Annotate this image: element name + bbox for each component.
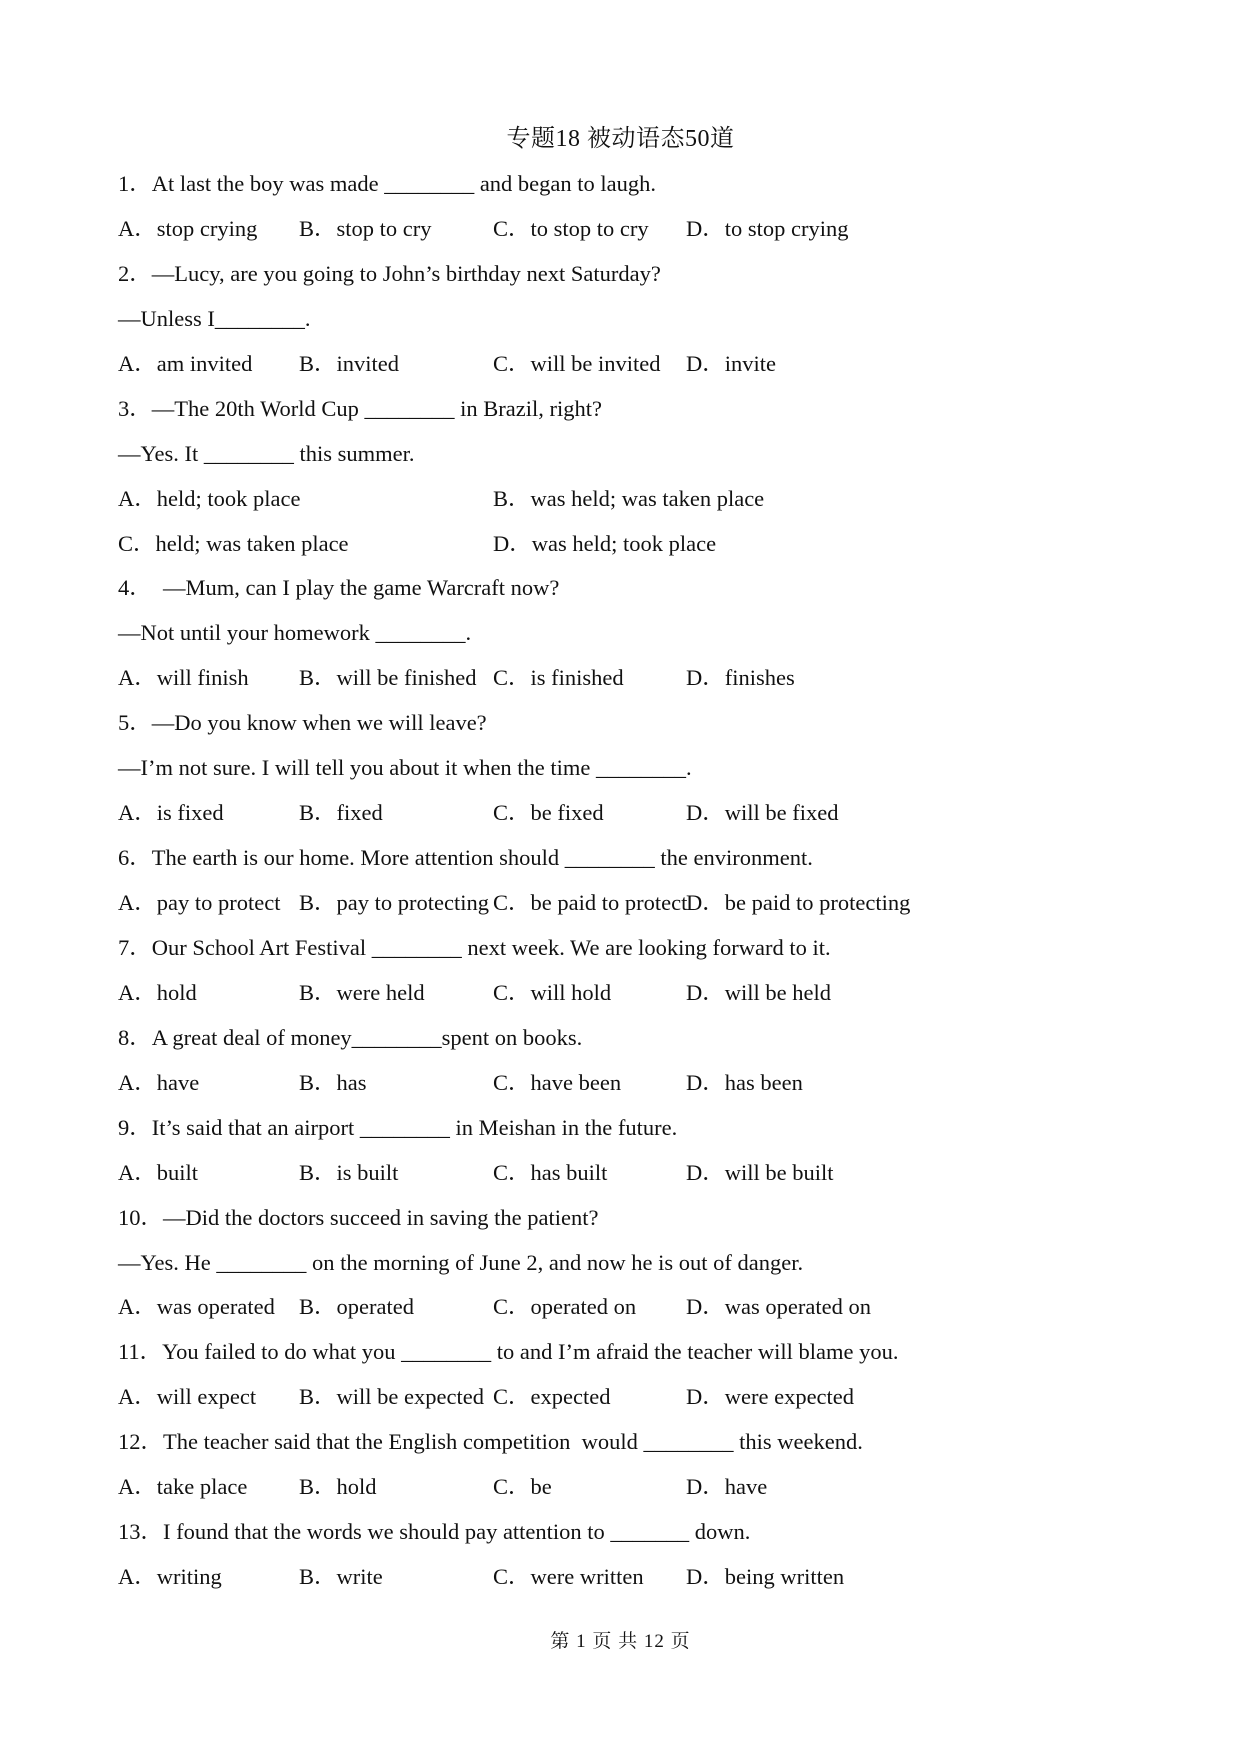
question-stem: 6．The earth is our home. More attention should ________ the environment. bbox=[118, 845, 813, 871]
option-row bbox=[118, 1555, 1128, 1600]
option-choice: B．has bbox=[299, 1069, 367, 1095]
option-row bbox=[118, 656, 1128, 701]
option-choice: D．have bbox=[686, 1474, 768, 1500]
question-stem: 7．Our School Art Festival ________ next week. We are looking forward to it. bbox=[118, 934, 831, 960]
page-title: 专题18 被动语态50道 bbox=[506, 126, 735, 152]
question-stem: 12．The teacher said that the English competition would ________ this weekend. bbox=[118, 1429, 863, 1455]
option-choice: C．operated on bbox=[493, 1294, 637, 1320]
option-choice: D．was held; took place bbox=[493, 530, 717, 556]
question-stem: 2．—Lucy, are you going to John’s birthday next Saturday? bbox=[118, 260, 661, 286]
question-stem: 5．—Do you know when we will leave? bbox=[118, 710, 487, 736]
option-choice: B．write bbox=[299, 1564, 383, 1590]
question-stem: 13．I found that the words we should pay attention to _______ down. bbox=[118, 1519, 751, 1545]
option-choice: C．expected bbox=[493, 1384, 611, 1410]
option-choice: A．is fixed bbox=[118, 800, 224, 826]
option-choice: C．were written bbox=[493, 1564, 644, 1590]
option-choice: C．has built bbox=[493, 1159, 608, 1185]
option-row bbox=[118, 477, 1128, 522]
option-row bbox=[118, 1285, 1128, 1330]
question-stem: —Unless I________. bbox=[118, 305, 311, 331]
question-stem: 10．—Did the doctors succeed in saving the patient? bbox=[118, 1204, 599, 1230]
option-choice: C．be paid to protect bbox=[493, 890, 688, 915]
option-choice: B．fixed bbox=[299, 800, 383, 826]
option-choice: A．take place bbox=[118, 1474, 248, 1500]
question-stem: 1．At last the boy was made ________ and began to laugh. bbox=[118, 171, 657, 196]
option-choice: A．stop crying bbox=[118, 215, 258, 241]
question-stem: —Yes. It ________ this summer. bbox=[118, 440, 415, 466]
option-row bbox=[118, 1465, 1128, 1510]
option-row bbox=[118, 971, 1128, 1016]
option-choice: D．will be fixed bbox=[686, 800, 839, 826]
option-choice: A．built bbox=[118, 1159, 199, 1185]
option-choice: D．invite bbox=[686, 350, 776, 376]
question-stem: 9．It’s said that an airport ________ in Meishan in the future. bbox=[118, 1114, 678, 1140]
option-choice: D．will be held bbox=[686, 979, 831, 1005]
option-choice: B．invited bbox=[299, 350, 399, 376]
option-choice: D．to stop crying bbox=[686, 215, 849, 241]
option-row bbox=[118, 881, 1128, 926]
question-stem: —Not until your homework ________. bbox=[118, 620, 472, 646]
question-stem: —Yes. He ________ on the morning of June 2, and now he is out of danger. bbox=[118, 1249, 804, 1275]
option-choice: C．will hold bbox=[493, 979, 612, 1005]
option-choice: C．be fixed bbox=[493, 800, 604, 826]
question-stem: 3．—The 20th World Cup ________ in Brazil, right? bbox=[118, 395, 602, 421]
option-choice: D．finishes bbox=[686, 665, 795, 691]
option-row bbox=[118, 791, 1128, 836]
option-row bbox=[118, 1061, 1128, 1106]
option-choice: A．am invited bbox=[118, 350, 253, 376]
question-list bbox=[118, 162, 1128, 1600]
option-choice: A．writing bbox=[118, 1564, 222, 1590]
option-choice: B．will be finished bbox=[299, 665, 477, 691]
option-row bbox=[118, 522, 1128, 567]
option-choice: B．will be expected bbox=[299, 1384, 484, 1410]
option-choice: D．was operated on bbox=[686, 1294, 871, 1320]
option-choice: B．is built bbox=[299, 1159, 399, 1185]
question-stem: 11．You failed to do what you ________ to and I’m afraid the teacher will blame you. bbox=[118, 1339, 899, 1365]
option-choice: B．hold bbox=[299, 1474, 377, 1500]
option-choice: D．be paid to protecting bbox=[686, 890, 911, 915]
option-choice: C．will be invited bbox=[493, 350, 661, 376]
option-choice: B．was held; was taken place bbox=[493, 485, 765, 511]
option-choice: D．being written bbox=[686, 1564, 845, 1590]
option-row bbox=[118, 1151, 1128, 1196]
option-choice: A．pay to protect bbox=[118, 890, 281, 915]
option-choice: A．have bbox=[118, 1069, 200, 1095]
option-choice: B．pay to protecting bbox=[299, 890, 489, 915]
option-choice: B．stop to cry bbox=[299, 215, 432, 241]
option-choice: B．operated bbox=[299, 1294, 414, 1320]
option-row bbox=[118, 207, 1128, 252]
option-choice: A．will expect bbox=[118, 1384, 257, 1410]
option-choice: A．will finish bbox=[118, 665, 249, 691]
option-choice: C．held; was taken place bbox=[118, 530, 349, 556]
option-choice: D．has been bbox=[686, 1069, 803, 1095]
option-choice: C．to stop to cry bbox=[493, 215, 649, 241]
option-choice: B．were held bbox=[299, 979, 425, 1005]
question-stem: 4． —Mum, can I play the game Warcraft now? bbox=[118, 575, 560, 601]
option-choice: C．be bbox=[493, 1474, 552, 1500]
option-row bbox=[118, 1375, 1128, 1420]
option-choice: A．hold bbox=[118, 979, 197, 1005]
option-choice: D．were expected bbox=[686, 1384, 855, 1410]
page-footer: 第 1 页 共 12 页 bbox=[550, 1631, 691, 1652]
option-choice: D．will be built bbox=[686, 1159, 834, 1185]
option-choice: A．was operated bbox=[118, 1294, 275, 1320]
question-stem: —I’m not sure. I will tell you about it when the time ________. bbox=[118, 755, 692, 781]
option-choice: C．is finished bbox=[493, 665, 624, 691]
option-choice: A．held; took place bbox=[118, 485, 301, 511]
option-row bbox=[118, 342, 1128, 387]
option-choice: C．have been bbox=[493, 1069, 622, 1095]
question-stem: 8．A great deal of money________spent on books. bbox=[118, 1024, 583, 1050]
